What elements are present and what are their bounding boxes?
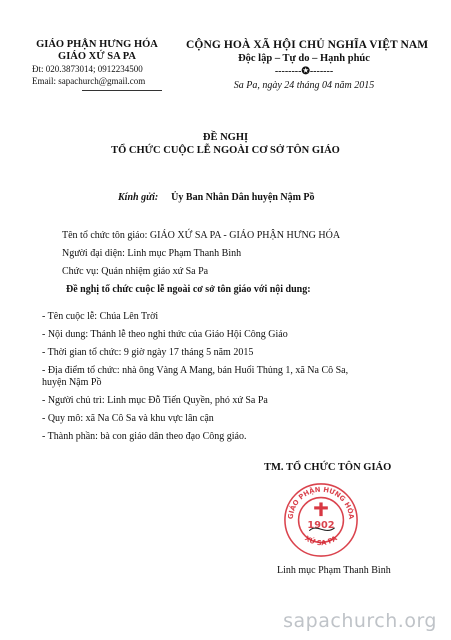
signature-title: TM. TỔ CHỨC TÔN GIÁO <box>264 462 392 473</box>
document-subtitle: TỔ CHỨC CUỘC LỄ NGOÀI CƠ SỞ TÔN GIÁO <box>111 145 340 156</box>
motto-ornament: --------✪------- <box>274 66 334 77</box>
svg-text:1902: 1902 <box>307 519 335 531</box>
recipient-value: Ủy Ban Nhân Dân huyện Nậm Pồ <box>171 192 315 203</box>
issuer-phone: Đt: 020.3873014; 0912234500 <box>32 64 143 74</box>
country-name: CỘNG HOÀ XÃ HỘI CHỦ NGHĨA VIỆT NAM <box>186 39 429 51</box>
detail-presider: - Người chủ trì: Linh mục Đỗ Tiến Quyền, phó xứ Sa Pa <box>42 395 268 406</box>
issuer-divider <box>82 90 162 91</box>
national-heading <box>186 38 429 94</box>
svg-text:GIÁO PHẬN HƯNG HÓA: GIÁO PHẬN HƯNG HÓA <box>286 485 356 520</box>
detail-event: - Tên cuộc lễ: Chúa Lên Trời <box>42 311 159 322</box>
detail-participants: - Thành phần: bà con giáo dân theo đạo Công giáo. <box>42 431 247 442</box>
parish-name: GIÁO XỨ SA PA <box>58 51 136 62</box>
document-date: Sa Pa, ngày 24 tháng 04 năm 2015 <box>233 80 375 91</box>
issuer-block <box>22 38 172 87</box>
document-title: ĐỀ NGHỊ <box>202 132 249 143</box>
request-heading: Đề nghị tổ chức cuộc lễ ngoài cơ sở tôn giáo với nội dung: <box>66 284 311 295</box>
recipient-line <box>118 192 315 204</box>
national-motto: Độc lập – Tự do – Hạnh phúc <box>238 53 370 64</box>
detail-time: - Thời gian tổ chức: 9 giờ ngày 17 tháng 5 năm 2015 <box>42 347 254 358</box>
org-position: Chức vụ: Quản nhiệm giáo xứ Sa Pa <box>62 266 209 277</box>
org-representative: Người đại diện: Linh mục Phạm Thanh Bình <box>62 248 242 259</box>
detail-scale: - Quy mô: xã Na Cô Sa và khu vực lân cận <box>42 413 214 424</box>
parish-seal-stamp <box>282 481 360 559</box>
detail-content: - Nội dung: Thánh lễ theo nghi thức của Giáo Hội Công Giáo <box>42 329 288 340</box>
issuer-email: Email: sapachurch@gmail.com <box>32 76 146 86</box>
site-watermark: sapachurch.org <box>283 610 437 632</box>
diocese-name: GIÁO PHẬN HƯNG HÓA <box>36 39 158 50</box>
svg-text:XỨ SA PA: XỨ SA PA <box>303 534 339 548</box>
detail-location-cont: huyện Nậm Pồ <box>42 377 102 388</box>
recipient-label: Kính gửi: <box>118 192 159 203</box>
signatory-name: Linh mục Phạm Thanh Bình <box>277 565 391 576</box>
detail-location: - Địa điểm tổ chức: nhà ông Vàng A Mang, bản Huổi Thủng 1, xã Na Cô Sa, <box>42 365 349 376</box>
org-name: Tên tổ chức tôn giáo: GIÁO XỨ SA PA - GIÁO PHẬN HƯNG HÓA <box>62 230 341 241</box>
